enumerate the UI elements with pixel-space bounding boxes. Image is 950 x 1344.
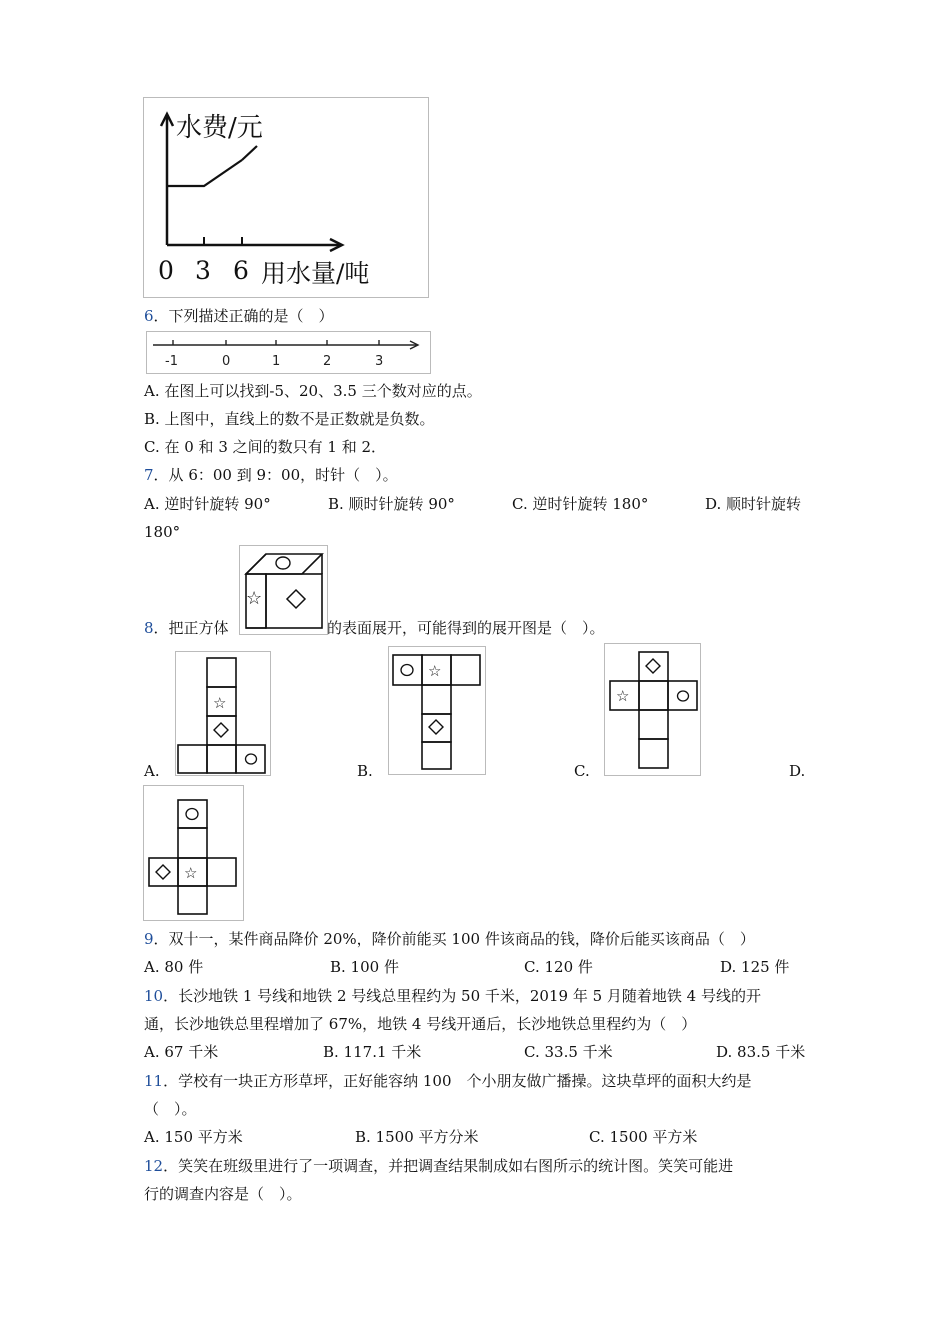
circle-icon	[401, 665, 413, 676]
water-fee-graph	[143, 97, 429, 298]
net-option-d	[143, 785, 244, 921]
star-icon: ☆	[246, 588, 263, 609]
question-12-stem-line2: 行的调查内容是（ ）。	[144, 1185, 302, 1203]
circle-icon	[276, 557, 290, 569]
q10-option-d: D. 83.5 千米	[716, 1043, 806, 1061]
q8-option-c-label: C.	[574, 762, 590, 780]
question-8-stem-before: 8．把正方体	[144, 619, 229, 637]
question-number: 10	[144, 987, 164, 1005]
q7-option-b: B. 顺时针旋转 90°	[328, 495, 455, 513]
numberline-tick--1: -1	[165, 354, 178, 369]
q8-option-a-label: A.	[144, 762, 160, 780]
q7-option-c: C. 逆时针旋转 180°	[512, 495, 649, 513]
q11-option-a: A. 150 平方米	[144, 1128, 243, 1146]
question-10-stem-line2: 通，长沙地铁总里程增加了 67%，地铁 4 号线开通后，长沙地铁总里程约为（ ）	[144, 1015, 697, 1033]
question-number: 8	[144, 619, 154, 637]
numberline-tick-0: 0	[222, 354, 231, 369]
q11-option-c: C. 1500 平方米	[589, 1128, 698, 1146]
net-option-c	[604, 643, 701, 776]
tick-label-3: 3	[195, 256, 211, 285]
star-icon: ☆	[428, 662, 442, 680]
circle-icon	[246, 754, 257, 764]
q9-option-a: A. 80 件	[144, 958, 204, 976]
fee-line-extension	[242, 146, 257, 160]
star-icon: ☆	[213, 694, 227, 712]
x-axis-label: 用水量/吨	[261, 259, 370, 288]
q7-option-a: A. 逆时针旋转 90°	[144, 495, 271, 513]
question-9-stem: 9．双十一，某件商品降价 20%，降价前能买 100 件该商品的钱，降价后能买该商品（ ）	[144, 930, 755, 948]
question-6-stem: 6．下列描述正确的是（ ）	[144, 307, 334, 325]
numberline-tick-1: 1	[272, 354, 281, 369]
question-8-stem-after: 的表面展开，可能得到的展开图是（ ）。	[327, 619, 605, 637]
question-11-stem-line2: （ ）。	[144, 1100, 197, 1118]
y-axis-label: 水费/元	[176, 113, 263, 143]
diamond-icon	[156, 865, 170, 879]
q10-option-b: B. 117.1 千米	[323, 1043, 422, 1061]
tick-label-0: 0	[158, 256, 174, 285]
q9-option-c: C. 120 件	[524, 958, 593, 976]
circle-icon	[186, 809, 198, 820]
question-number: 12	[144, 1157, 164, 1175]
question-12-stem-line1: 12．笑笑在班级里进行了一项调查，并把调查结果制成如右图所示的统计图。笑笑可能进	[144, 1157, 734, 1175]
question-11-stem-line1: 11．学校有一块正方形草坪，正好能容纳 100 个小朋友做广播操。这块草坪的面积大约是	[144, 1072, 752, 1090]
question-number: 9	[144, 930, 154, 948]
net-option-a	[175, 651, 271, 776]
circle-icon	[678, 691, 689, 701]
diamond-icon	[287, 590, 305, 608]
diamond-icon	[429, 720, 443, 734]
q8-option-d-label: D.	[789, 762, 806, 780]
cube-figure	[239, 545, 328, 635]
star-icon: ☆	[616, 687, 630, 705]
question-number: 6	[144, 307, 154, 325]
star-icon: ☆	[184, 864, 198, 882]
q7-option-d: D. 顺时针旋转	[705, 495, 802, 513]
question-number: 11	[144, 1072, 164, 1090]
question-10-stem-line1: 10．长沙地铁 1 号线和地铁 2 号线总里程约为 50 千米，2019 年 5 月随着地铁 4 号线的开	[144, 987, 761, 1005]
q6-option-a: A. 在图上可以找到-5、20、3.5 三个数对应的点。	[144, 382, 482, 400]
question-7-stem: 7．从 6：00 到 9：00，时针（ ）。	[144, 466, 398, 484]
numberline-tick-3: 3	[375, 354, 384, 369]
net-option-b	[388, 646, 486, 775]
diamond-icon	[214, 723, 228, 737]
q8-option-b-label: B.	[357, 762, 373, 780]
q6-option-b: B. 上图中，直线上的数不是正数就是负数。	[144, 410, 435, 428]
q9-option-d: D. 125 件	[720, 958, 790, 976]
tick-label-6: 6	[233, 256, 249, 285]
q11-option-b: B. 1500 平方分米	[355, 1128, 479, 1146]
question-number: 7	[144, 466, 154, 484]
q10-option-c: C. 33.5 千米	[524, 1043, 613, 1061]
q10-option-a: A. 67 千米	[144, 1043, 219, 1061]
q6-option-c: C. 在 0 和 3 之间的数只有 1 和 2．	[144, 438, 387, 456]
q9-option-b: B. 100 件	[330, 958, 399, 976]
diamond-icon	[646, 659, 660, 673]
number-line	[146, 331, 431, 374]
fee-line	[167, 160, 242, 186]
q7-option-d-continued: 180°	[144, 523, 181, 541]
numberline-tick-2: 2	[323, 354, 332, 369]
